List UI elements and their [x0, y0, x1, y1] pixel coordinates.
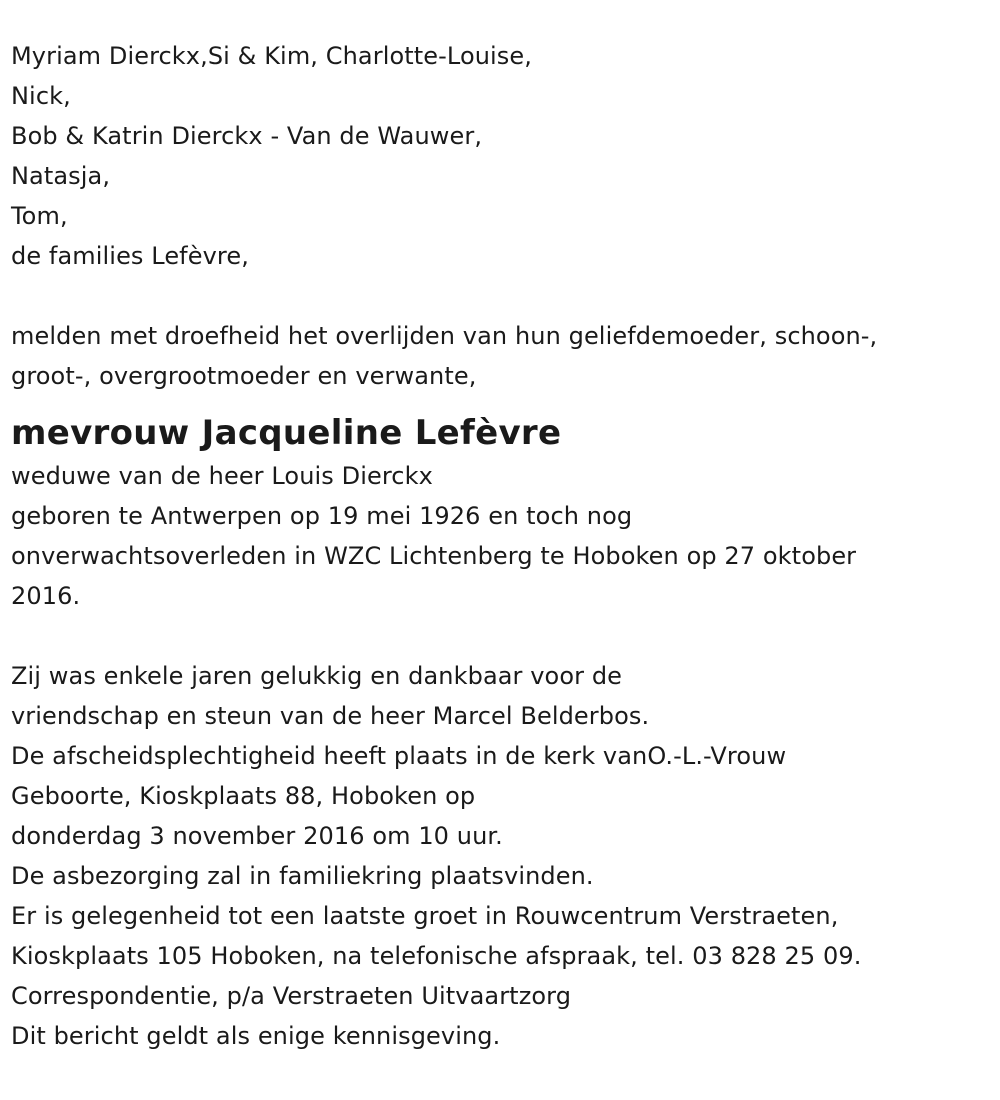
closing-line: Kioskplaats 105 Hoboken, na telefonische afspraak, tel. 03 828 25 09.	[11, 942, 862, 970]
announcer-line: Myriam Dierckx,Si & Kim, Charlotte-Louise,	[11, 42, 533, 70]
announcement-line: melden met droefheid het overlijden van hun geliefdemoeder, schoon-,	[11, 322, 878, 350]
closing-line: vriendschap en steun van de heer Marcel Belderbos.	[11, 702, 650, 730]
closing-line: De asbezorging zal in familiekring plaatsvinden.	[11, 862, 594, 890]
closing-line: Geboorte, Kioskplaats 88, Hoboken op	[11, 782, 476, 810]
announcer-line: Natasja,	[11, 162, 111, 190]
announcement-line: groot-, overgrootmoeder en verwante,	[11, 362, 477, 390]
spacer	[11, 276, 1000, 316]
closing-line: Correspondentie, p/a Verstraeten Uitvaartzorg	[11, 982, 572, 1010]
spacer	[11, 616, 1000, 656]
closing-line: Zij was enkele jaren gelukkig en dankbaar voor de	[11, 662, 623, 690]
closing-line: donderdag 3 november 2016 om 10 uur.	[11, 822, 503, 850]
detail-line: weduwe van de heer Louis Dierckx	[11, 462, 433, 490]
detail-line: 2016.	[11, 582, 81, 610]
details-block	[11, 456, 1000, 616]
closing-line: Er is gelegenheid tot een laatste groet in Rouwcentrum Verstraeten,	[11, 902, 839, 930]
announcers-block	[11, 36, 1000, 276]
deceased-name: mevrouw Jacqueline Lefèvre	[11, 413, 562, 453]
detail-line: onverwachtsoverleden in WZC Lichtenberg te Hoboken op 27 oktober	[11, 542, 857, 570]
closing-line: De afscheidsplechtigheid heeft plaats in de kerk vanO.-L.-Vrouw	[11, 742, 787, 770]
announcer-line: de families Lefèvre,	[11, 242, 249, 270]
announcer-line: Tom,	[11, 202, 68, 230]
closing-block	[11, 656, 1000, 1056]
announcer-line: Nick,	[11, 82, 71, 110]
closing-line: Dit bericht geldt als enige kennisgeving.	[11, 1022, 501, 1050]
announcement-block	[11, 316, 1000, 396]
announcer-line: Bob & Katrin Dierckx - Van de Wauwer,	[11, 122, 483, 150]
detail-line: geboren te Antwerpen op 19 mei 1926 en toch nog	[11, 502, 633, 530]
